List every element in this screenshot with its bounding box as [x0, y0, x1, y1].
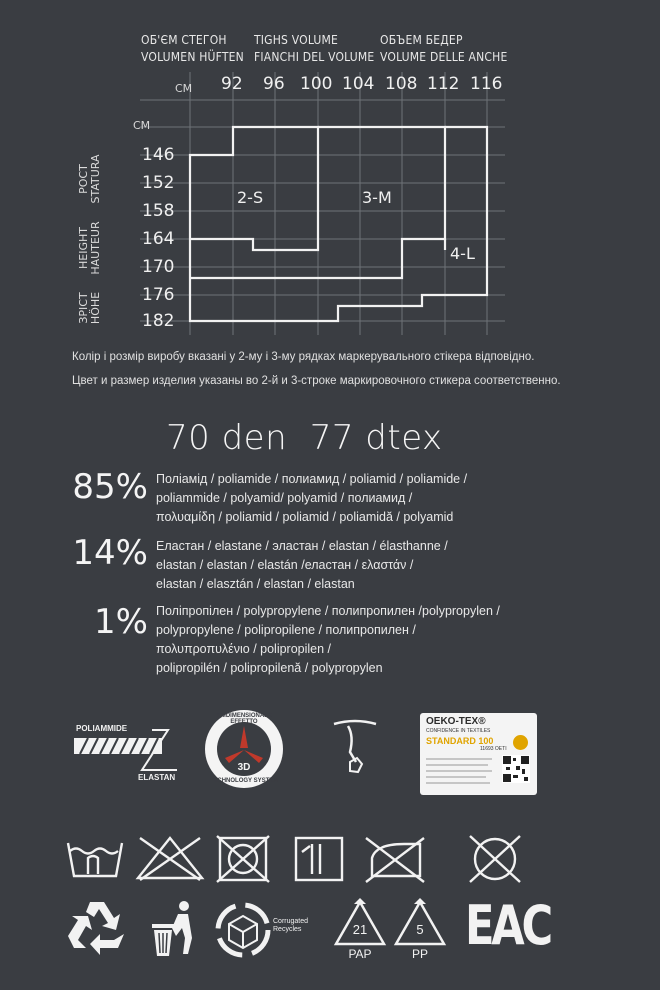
side-label-text: РОСТ	[77, 164, 90, 194]
hip-112: 112	[427, 74, 460, 94]
poliammide-label: POLIAMMIDE	[76, 724, 128, 733]
tridim-top-text: TRIDIMENSIONALE EFFETTO	[216, 713, 272, 725]
header-text: VOLUME DELLE ANCHE	[380, 50, 508, 64]
height-176: 176	[142, 285, 175, 305]
size-4l-outline	[190, 127, 487, 321]
side-label-text: HÖHE	[89, 291, 102, 325]
header-text: TIGHS VOLUME	[254, 33, 339, 47]
tidyman-icon	[148, 898, 198, 960]
material-line: Поліамід / poliamide / полиамид / poliamid / poliamide /	[156, 472, 468, 486]
oeko-tex-badge	[420, 713, 537, 795]
note-ru: Цвет и размер изделия указаны во 2-й и 3-строке маркировочного стикера соответственно.	[72, 375, 561, 387]
size-regions	[190, 127, 487, 321]
tridim-bottom-text: TECHNOLOGY SYSTEM	[209, 778, 279, 784]
oeko-sun-icon	[513, 735, 528, 750]
material-polyamide	[156, 470, 467, 527]
hip-104: 104	[342, 74, 375, 94]
material-line: Поліпропілен / polypropylene / полипропилен /polypropylen /	[156, 604, 500, 618]
eac-mark-icon	[465, 894, 551, 962]
pap-label: PAP	[348, 947, 372, 961]
note-ua: Колір і розмір виробу вказані у 2-му і 3-му рядках маркерувального стікера відповідно.	[72, 351, 535, 363]
material-line: elastan / elasztán / elastan / elastan	[156, 577, 355, 591]
corrugated-line: Recycles	[273, 926, 302, 933]
density-title: 70 den 77 dtex	[166, 418, 443, 458]
material-line: πολυαμίδη / poliamid / poliamid / poliamidă / polyamid	[156, 510, 454, 524]
pp-recycle-icon	[392, 898, 448, 964]
header-text: VOLUMEN HÜFTEN	[141, 50, 244, 64]
material-line: Еластан / elastane / эластан / elastan / élasthanne /	[156, 539, 448, 553]
side-label-text: ЗРІСТ	[77, 292, 90, 324]
oeko-title: OEKO-TEX®	[426, 716, 486, 727]
material-line: polipropilén / polipropilenă / polypropylen	[156, 661, 383, 675]
corrugated-line: Corrugated	[273, 918, 309, 925]
elastan-label: ELASTAN	[138, 773, 176, 782]
pct-14: 14%	[72, 533, 148, 573]
tridim-center-text: 3D	[237, 762, 251, 773]
material-line: poliammide / polyamid/ polyamid / полиамид /	[156, 491, 413, 505]
height-164: 164	[142, 229, 175, 249]
pp-number: 5	[416, 922, 424, 937]
tridimensional-3d-icon	[203, 708, 285, 790]
header-text: ОБЪЕМ БЕДЕР	[380, 33, 463, 47]
hip-92: 92	[221, 74, 243, 94]
header-text: ОБ'ЄМ СТЕГОН	[141, 33, 227, 47]
oeko-code: 11693 OETI	[480, 746, 507, 752]
hip-100: 100	[300, 74, 333, 94]
size-label-4l: 4-L	[450, 244, 475, 263]
pap-recycle-icon	[332, 898, 388, 964]
pap-number: 21	[352, 922, 368, 937]
poliammide-elastan-icon	[72, 718, 182, 788]
height-182: 182	[142, 311, 175, 331]
hip-96: 96	[263, 74, 285, 94]
qr-code-icon	[502, 755, 530, 783]
size-label-2s: 2-S	[237, 188, 264, 207]
side-label-zrist	[78, 268, 102, 348]
side-label-rost	[78, 139, 102, 219]
side-label-text: HAUTEUR	[89, 221, 102, 275]
pp-label: PP	[411, 947, 428, 961]
hip-108: 108	[385, 74, 418, 94]
header-text: FIANCHI DEL VOLUME	[254, 50, 375, 64]
unit-left: СМ	[133, 119, 151, 132]
oeko-sub: CONFIDENCE IN TEXTILES	[426, 728, 491, 734]
corrugated-recycle-icon	[215, 902, 315, 958]
oeko-standard: STANDARD 100	[426, 736, 494, 746]
pct-1: 1%	[94, 602, 148, 642]
material-line: elastan / elastan / elastán /еластан / ελαστάν /	[156, 558, 414, 572]
height-152: 152	[142, 173, 175, 193]
height-158: 158	[142, 201, 175, 221]
sock-hanger-icon	[330, 718, 380, 780]
unit-top: СМ	[175, 82, 193, 95]
material-polypropylene	[156, 602, 500, 678]
material-line: πολυπροπυλένιο / polipropilen /	[156, 642, 332, 656]
material-line: polypropylene / polipropilene / полипропилен /	[156, 623, 416, 637]
recycle-icon	[64, 898, 130, 960]
side-label-text: HEIGHT	[77, 227, 90, 269]
material-elastane	[156, 537, 448, 594]
oeko-fineprint	[426, 755, 496, 791]
size-label-3m: 3-M	[362, 188, 392, 207]
pct-85: 85%	[72, 467, 148, 507]
eac-text: EAC	[465, 894, 551, 957]
hip-116: 116	[470, 74, 503, 94]
corrugated-text	[273, 918, 308, 934]
height-170: 170	[142, 257, 175, 277]
height-146: 146	[142, 145, 175, 165]
side-label-text: STATURA	[89, 154, 102, 204]
